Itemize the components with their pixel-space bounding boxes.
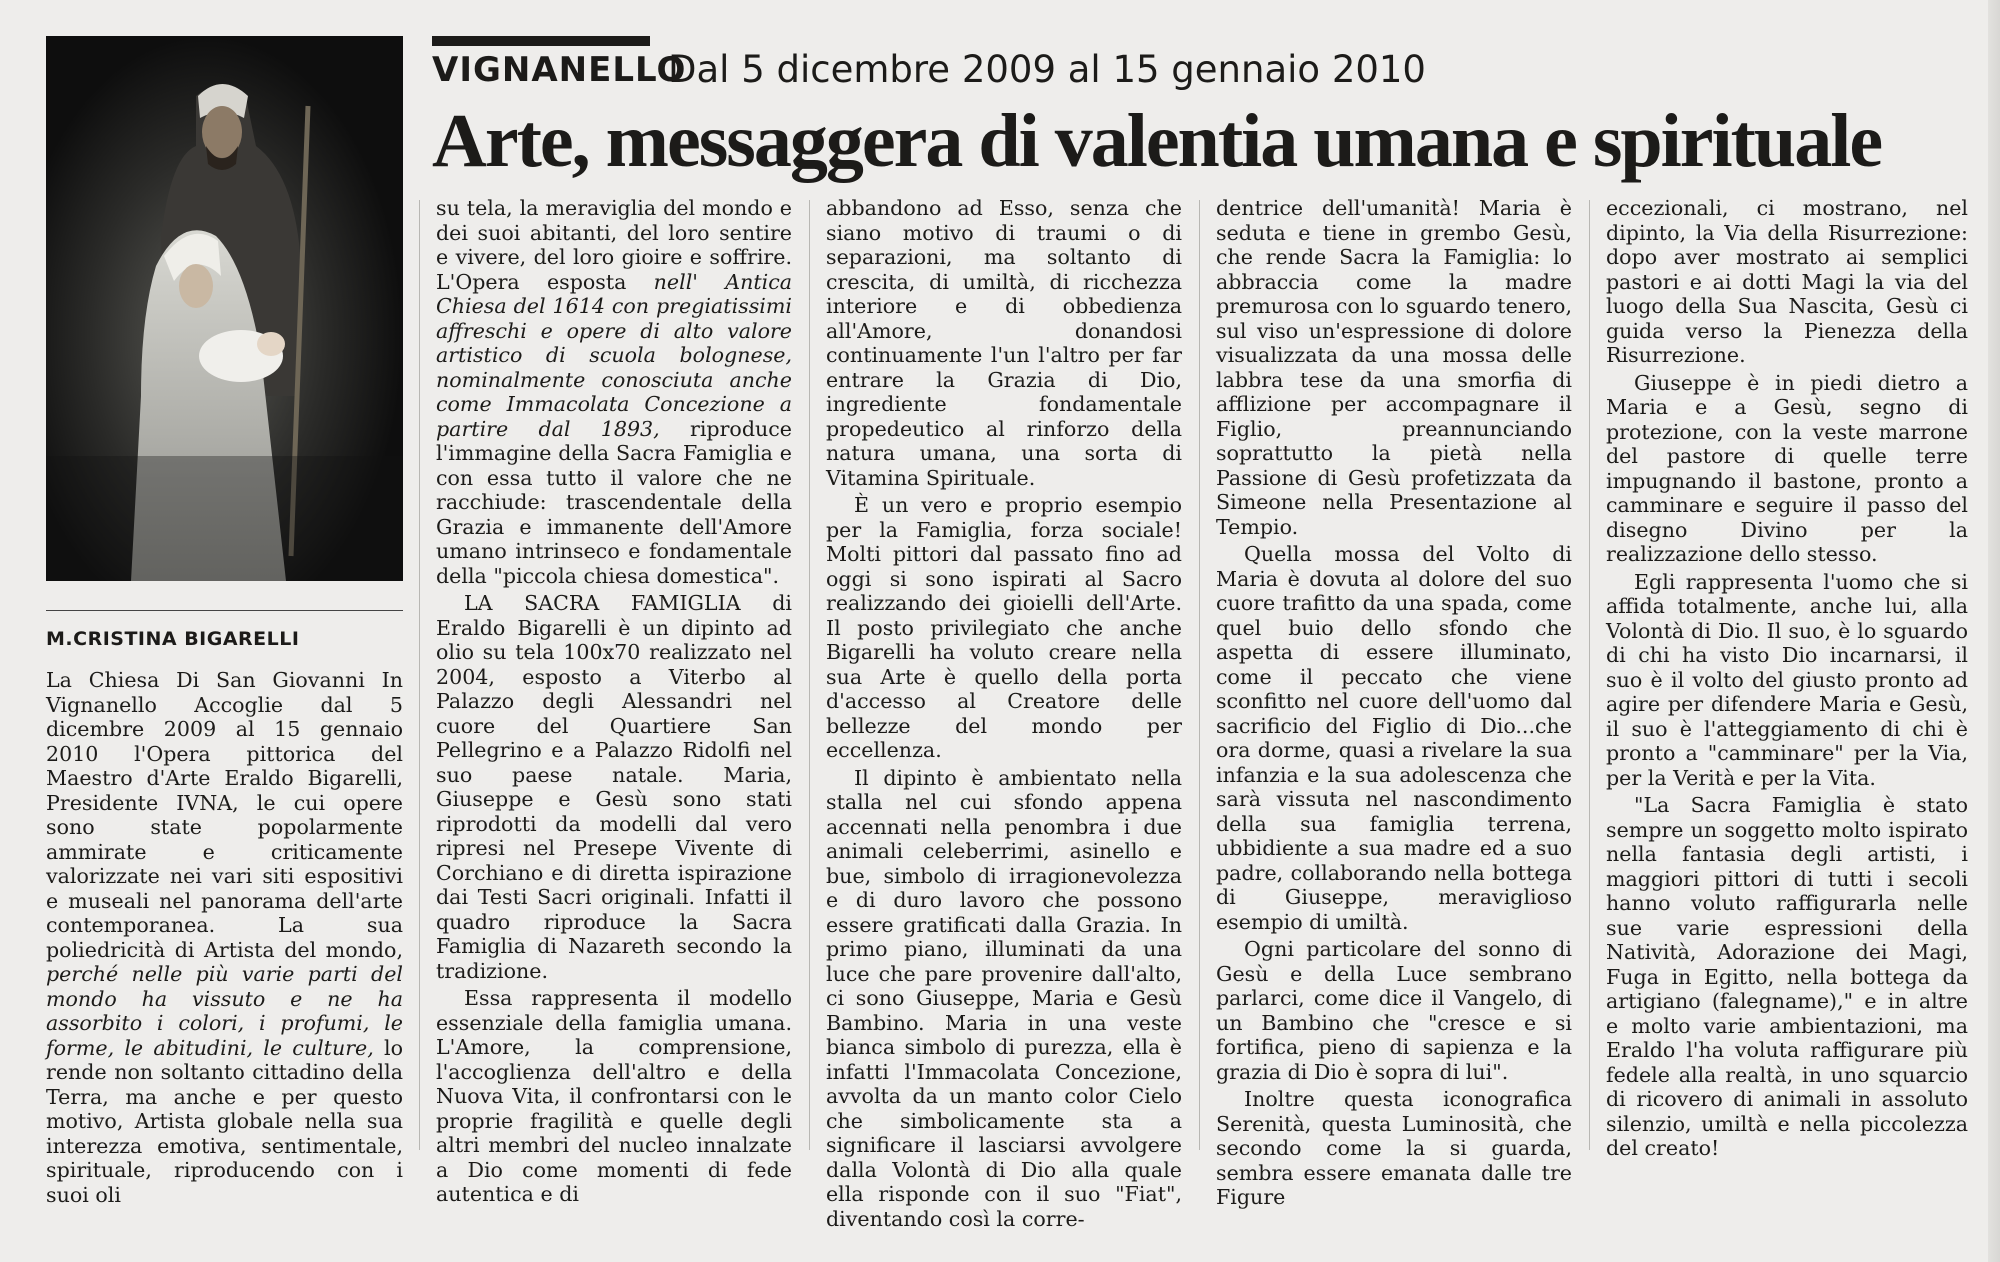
article-header xyxy=(432,36,1962,92)
text-run: lo rende non soltanto cittadino della Terra, ma anche e per questo motivo, Artista globale nella sua interezza emotiva, sentimentale, spirituale, riproducendo con i suoi oli xyxy=(46,1035,403,1207)
holy-family-painting xyxy=(46,36,403,581)
paragraph: Giuseppe è in piedi dietro a Maria e a Gesù, segno di protezione, con la veste marrone del pastore di quelle terre impugnando il bastone, pronto a camminare e seguire il passo del disegno Divino per la realizzazione dello stesso. xyxy=(1606,370,1968,566)
paragraph: Il dipinto è ambientato nella stalla nel cui sfondo appena accennati nella penombra i due animali celeberrimi, asinello e bue, simbolo di irragionevolezza e di duro lavoro che possono essere gratificati dalla Grazia. In primo piano, illuminati da una luce che pare provenire dall'alto, ci sono Giuseppe, Maria e Gesù Bambino. Maria in una veste bianca simbolo di purezza, ella è infatti l'Immacolata Concezione, avvolta da un manto color Cielo che simbolicamente sta a significare il lasciarsi avvolgere dalla Volontà di Dio alla quale ella risponde con il suo "Fiat", diventando così la corre- xyxy=(826,765,1182,1231)
byline: M.CRISTINA BIGARELLI xyxy=(46,628,300,650)
text-run: La Chiesa Di San Giovanni In Vignanello Accoglie dal 5 dicembre 2009 al 15 gennaio 2010 l'Opera pittorica del Maestro d'Arte Eraldo Bigarelli, Presidente IVNA, le cui opere sono state popolarmente ammirate e criticamente valorizzate nei vari siti espositivi e museali nel panorama dell'arte contemporanea. La sua poliedricità di Artista del mondo, xyxy=(46,668,403,962)
kicker-rule xyxy=(432,36,650,46)
article-column-5 xyxy=(1606,196,1968,1161)
painting-graphic xyxy=(46,36,403,581)
paragraph: Egli rappresenta l'uomo che si affida totalmente, anche lui, alla Volontà di Dio. Il suo, è lo sguardo di chi ha visto Dio incarnarsi, il suo è il volto del giusto pronto ad agire per difendere Maria e Gesù, il suo è l'atteggiamento di chi è pronto a "camminare" per la Via, per la Verità e per la Vita. xyxy=(1606,569,1968,790)
column-divider xyxy=(1199,200,1200,1150)
article-column-3 xyxy=(826,196,1182,1231)
paragraph: Quella mossa del Volto di Maria è dovuta al dolore del suo cuore trafitto da una spada, come quel buio dello sfondo che aspetta di essere illuminato, come il peccato che viene sconfitto nel cuore dell'uomo dal sacrificio del Figlio di Dio...che ora dorme, quasi a rivelare la sua infanzia e la sua adolescenza che sarà vissuta nel nascondimento della sua famiglia terrena, ubbidiente a sua madre ed a suo padre, collaborando nella bottega di Giuseppe, meraviglioso esempio di umiltà. xyxy=(1216,542,1572,934)
paragraph: Ogni particolare del sonno di Gesù e della Luce sembrano parlarci, come dice il Vangelo, di un Bambino che "cresce e si fortifica, pieno di sapienza e la grazia di Dio è sopra di lui". xyxy=(1216,937,1572,1084)
italic-run: nell' Antica Chiesa del 1614 con pregiatissimi affreschi e opere di alto valore artistico di scuola bolognese, nominalmente conosciuta anche come Immacolata Concezione a partire dal 1893, xyxy=(436,269,793,441)
text-run: riproduce l'immagine della Sacra Famiglia e con essa tutto il valore che ne racchiude: trascendentale della Grazia e immanente dell'Amore umano intrinseco e fondamentale della "piccola chiesa domestica". xyxy=(436,416,792,588)
paragraph: abbandono ad Esso, senza che siano motivo di traumi o di separazioni, ma soltanto di crescita, di umiltà, di ricchezza interiore e di obbedienza all'Amore, donandosi continuamente l'un l'altro per far entrare la Grazia di Dio, ingrediente fondamentale propedeutico al rinforzo della natura umana, una sorta di Vitamina Spirituale. xyxy=(826,196,1182,490)
column-divider xyxy=(809,200,810,1150)
column-divider xyxy=(1589,200,1590,1150)
article-column-1 xyxy=(46,668,403,1207)
paragraph: Essa rappresenta il modello essenziale della famiglia umana. L'Amore, la comprensione, l'accoglienza dell'altro e della Nuova Vita, il confrontarsi con le proprie fragilità e quelle degli altri membri del nucleo innalzate a Dio come momenti di fede autentica e di xyxy=(436,986,792,1206)
paragraph xyxy=(436,196,792,588)
section-kicker: VIGNANELLO xyxy=(432,50,687,90)
byline-rule xyxy=(46,610,403,611)
paragraph: È un vero e proprio esempio per la Famiglia, forza sociale! Molti pittori dal passato fino ad oggi si sono ispirati al Sacro realizzando dei gioielli dell'Arte. Il posto privilegiato che anche Bigarelli ha voluto creare nella sua Arte è quello della porta d'accesso al Creatore delle bellezze del mondo per eccellenza. xyxy=(826,493,1182,762)
italic-run: perché nelle più varie parti del mondo ha vissuto e ne ha assorbito i colori, i profumi, le forme, le abitudini, le culture, xyxy=(46,962,403,1060)
paragraph: Inoltre questa iconografica Serenità, questa Luminosità, che secondo come la si guarda, sembra essere emanata dalle tre Figure xyxy=(1216,1087,1572,1209)
paragraph: "La Sacra Famiglia è stato sempre un soggetto molto ispirato nella fantasia degli artisti, i maggiori pittori di tutti i secoli hanno voluto raffigurarla nelle sue varie espressioni della Natività, Adorazione dei Magi, Fuga in Egitto, nella bottega da artigiano (falegname)," e in altre e molto varie ambientazioni, ma Eraldo l'ha voluta raffigurare più fedele alla realtà, in uno squarcio di ricovero di animali in assoluto silenzio, umiltà e nella piccolezza del creato! xyxy=(1606,793,1968,1160)
article-column-2 xyxy=(436,196,792,1207)
paragraph xyxy=(46,668,403,1207)
paragraph: dentrice dell'umanità! Maria è seduta e tiene in grembo Gesù, che rende Sacra la Famiglia: lo abbraccia come la madre premurosa con lo sguardo tenero, sul viso un'espressione di dolore visualizzata da una mossa delle labbra tese da una smorfia di afflizione per accompagnare il Figlio, preannunciando soprattutto la pietà nella Passione di Gesù profetizzata da Simeone nella Presentazione al Tempio. xyxy=(1216,196,1572,539)
paragraph: eccezionali, ci mostrano, nel dipinto, la Via della Risurrezione: dopo aver mostrato ai semplici pastori e ai dotti Magi la via del luogo della Sua Nascita, Gesù ci guida verso la Pienezza della Risurrezione. xyxy=(1606,196,1968,367)
text-run: su tela, la meraviglia del mondo e dei suoi abitanti, del loro sentire e vivere, del loro gioire e soffrire. L'Opera esposta xyxy=(436,196,792,294)
event-dates: Dal 5 dicembre 2009 al 15 gennaio 2010 xyxy=(668,48,1426,91)
headline: Arte, messaggera di valentia umana e spirituale xyxy=(432,99,1882,183)
adjacent-article-edge xyxy=(1988,0,2000,1262)
article-column-4 xyxy=(1216,196,1572,1210)
column-divider xyxy=(419,200,420,1150)
paragraph: LA SACRA FAMIGLIA di Eraldo Bigarelli è un dipinto ad olio su tela 100x70 realizzato nel 2004, esposto a Viterbo al Palazzo degli Alessandri nel cuore del Quartiere San Pellegrino e a Palazzo Ridolfi nel suo paese natale. Maria, Giuseppe e Gesù sono stati riprodotti da modelli dal vero ripresi nel Presepe Vivente di Corchiano e di diretta ispirazione dai Testi Sacri originali. Infatti il quadro riproduce la Sacra Famiglia di Nazareth secondo la tradizione. xyxy=(436,591,792,983)
